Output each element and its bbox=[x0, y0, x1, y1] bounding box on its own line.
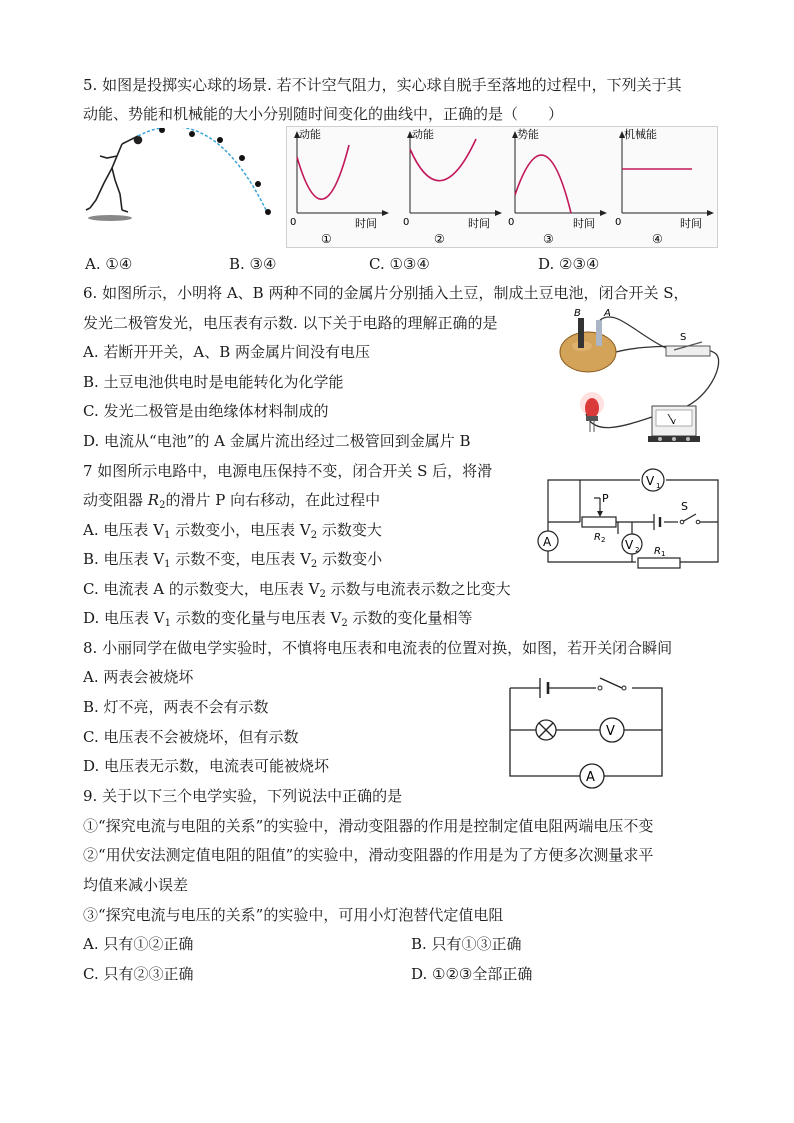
q7-circuit-diagram bbox=[536, 462, 726, 576]
svg-text:V: V bbox=[646, 474, 655, 488]
q5-option-c[interactable]: C. ①③④ bbox=[369, 255, 430, 273]
q6-stem-line2: 发光二极管发光，电压表有示数. 以下关于电路的理解正确的是 bbox=[83, 314, 498, 332]
q6-stem-line1: 6. 如图所示，小明将 A、B 两种不同的金属片分别插入土豆，制成土豆电池，闭合开关 S， bbox=[83, 284, 689, 302]
q5-stem-line1: 5. 如图是投掷实心球的场景. 若不计空气阻力，实心球自脱手至落地的过程中，下列关于其 bbox=[83, 76, 682, 94]
trajectory-path bbox=[138, 128, 268, 214]
graph-2-xlabel: 时间 bbox=[468, 217, 490, 230]
shot-put-thrower-figure bbox=[82, 128, 277, 228]
q9-option-c[interactable]: C. 只有②③正确 bbox=[83, 965, 194, 983]
q8-option-d[interactable]: D. 电压表无示数，电流表可能被烧坏 bbox=[83, 757, 330, 775]
graph-1-ylabel: 动能 bbox=[299, 128, 321, 141]
q7-option-d[interactable]: D. 电压表 $V_1$ 示数的变化量与电压表 $V_2$ 示数的变化量相等 bbox=[83, 609, 473, 629]
q5-stem-line2: 动能、势能和机械能的大小分别随时间变化的曲线中，正确的是（ ） bbox=[83, 105, 564, 123]
svg-text:R: R bbox=[654, 546, 661, 557]
metal-b bbox=[578, 318, 584, 348]
slider-p-label: P bbox=[602, 492, 609, 505]
svg-text:1: 1 bbox=[656, 482, 661, 490]
svg-text:2: 2 bbox=[601, 536, 606, 544]
ground-shadow bbox=[88, 215, 132, 221]
graph-4 bbox=[612, 127, 717, 245]
label-s: S bbox=[680, 332, 687, 343]
graph-3-ylabel: 势能 bbox=[517, 128, 539, 141]
label-a: A bbox=[604, 308, 611, 319]
q5-option-d[interactable]: D. ②③④ bbox=[538, 255, 600, 273]
q9-stem-line1: 9. 关于以下三个电学实验，下列说法中正确的是 bbox=[83, 787, 403, 805]
graph-4-xlabel: 时间 bbox=[680, 217, 702, 230]
q5-option-a[interactable]: A. ①④ bbox=[85, 255, 133, 273]
svg-text:A: A bbox=[586, 770, 595, 785]
q9-option-b[interactable]: B. 只有①③正确 bbox=[411, 935, 522, 953]
graph-2-origin: 0 bbox=[403, 217, 410, 228]
graph-4-origin: 0 bbox=[615, 217, 622, 228]
q8-option-a[interactable]: A. 两表会被烧坏 bbox=[83, 668, 194, 686]
svg-text:A: A bbox=[543, 535, 552, 549]
q5-option-b[interactable]: B. ③④ bbox=[229, 255, 277, 273]
q9-statement-2a: ②“用伏安法测定值电阻的阻值”的实验中，滑动变阻器的作用是为了方便多次测量求平 bbox=[83, 846, 654, 864]
graph-1-curve bbox=[297, 145, 349, 199]
q7-option-b[interactable]: B. 电压表 $V_1$ 示数不变，电压表 $V_2$ 示数变小 bbox=[83, 550, 383, 570]
q8-option-c[interactable]: C. 电压表不会被烧坏，但有示数 bbox=[83, 728, 299, 746]
graph-3-xlabel: 时间 bbox=[573, 217, 595, 230]
svg-text:R: R bbox=[594, 532, 601, 543]
resistor-r1 bbox=[638, 558, 680, 568]
graph-1-origin: 0 bbox=[290, 217, 297, 228]
q7-stem-line2: 动变阻器 $R_2$的滑片 P 向右移动，在此过程中 bbox=[83, 491, 381, 511]
q9-option-a[interactable]: A. 只有①②正确 bbox=[83, 935, 194, 953]
svg-text:V: V bbox=[625, 538, 634, 552]
label-b: B bbox=[574, 308, 581, 319]
graph-4-number: ④ bbox=[652, 232, 663, 245]
graph-3-curve bbox=[515, 155, 571, 213]
q9-option-d[interactable]: D. ①②③全部正确 bbox=[411, 965, 533, 983]
q9-statement-2b: 均值来减小误差 bbox=[83, 876, 189, 894]
q8-lamp bbox=[536, 720, 556, 740]
thrower-silhouette bbox=[86, 136, 142, 212]
svg-text:V: V bbox=[606, 724, 615, 739]
graph-3 bbox=[505, 127, 610, 245]
svg-text:1: 1 bbox=[661, 550, 666, 558]
q9-statement-1: ①“探究电流与电阻的关系”的实验中，滑动变阻器的作用是控制定值电阻两端电压不变 bbox=[83, 817, 654, 835]
potato bbox=[560, 332, 616, 372]
graph-1 bbox=[287, 127, 392, 245]
graph-2-ylabel: 动能 bbox=[412, 128, 434, 141]
q9-statement-3: ③“探究电流与电压的关系”的实验中，可用小灯泡替代定值电阻 bbox=[83, 906, 504, 924]
switch-s-label: S bbox=[681, 500, 688, 513]
q6-option-a[interactable]: A. 若断开开关，A、B 两金属片间没有电压 bbox=[83, 343, 370, 361]
q6-option-c[interactable]: C. 发光二极管是由绝缘体材料制成的 bbox=[83, 402, 329, 420]
graph-1-number: ① bbox=[321, 232, 332, 245]
metal-a bbox=[596, 320, 602, 346]
svg-text:2: 2 bbox=[635, 546, 640, 554]
switch-s bbox=[666, 346, 710, 356]
graph-3-number: ③ bbox=[543, 232, 554, 245]
graph-2-number: ② bbox=[434, 232, 445, 245]
graph-2-curve bbox=[410, 139, 476, 181]
q7-option-a[interactable]: A. 电压表 $V_1$ 示数变小，电压表 $V_2$ 示数变大 bbox=[83, 521, 382, 541]
rheostat-r2 bbox=[582, 517, 616, 527]
q7-stem-line1: 7 如图所示电路中，电源电压保持不变，闭合开关 S 后，将滑 bbox=[83, 462, 493, 480]
q8-circuit-diagram bbox=[504, 670, 668, 790]
graph-2 bbox=[400, 127, 505, 245]
q7-option-c[interactable]: C. 电流表 A 的示数变大，电压表 $V_2$ 示数与电流表示数之比变大 bbox=[83, 580, 511, 600]
q8-stem-line1: 8. 小丽同学在做电学实验时，不慎将电压表和电流表的位置对换，如图，若开关闭合瞬间 bbox=[83, 639, 673, 657]
q8-option-b[interactable]: B. 灯不亮，两表不会有示数 bbox=[83, 698, 269, 716]
voltmeter-label: V bbox=[671, 418, 676, 426]
potato-battery-figure bbox=[556, 304, 728, 450]
graph-3-origin: 0 bbox=[508, 217, 515, 228]
graph-4-ylabel: 机械能 bbox=[624, 128, 657, 141]
q6-option-b[interactable]: B. 土豆电池供电时是电能转化为化学能 bbox=[83, 373, 344, 391]
q6-option-d[interactable]: D. 电流从“电池”的 A 金属片流出经过二极管回到金属片 B bbox=[83, 432, 471, 450]
graph-1-xlabel: 时间 bbox=[355, 217, 377, 230]
